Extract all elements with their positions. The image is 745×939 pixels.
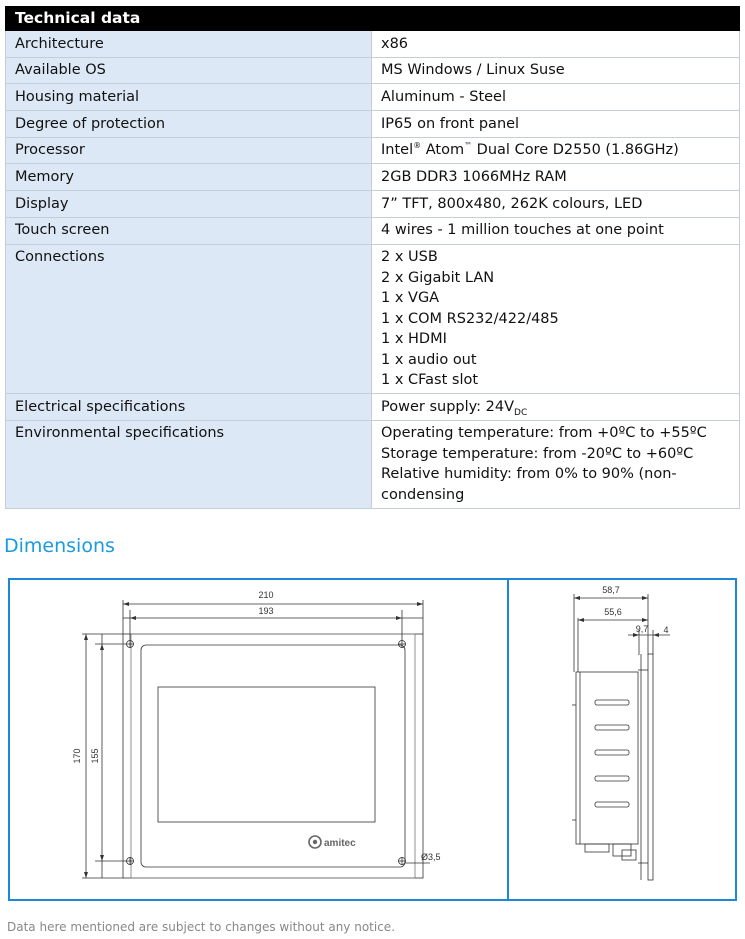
row-value: Operating temperature: from +0ºC to +55ºC Storage temperature: from -20ºC to +60ºC Relative humidity: from 0% to 90% (non- condensing <box>372 420 740 508</box>
front-frame-inner <box>131 634 415 878</box>
footnote: Data here mentioned are subject to changes without any notice. <box>7 920 396 934</box>
row-label: Electrical specifications <box>6 394 372 421</box>
row-label: Architecture <box>6 31 372 58</box>
screw-hole-tl <box>126 640 134 648</box>
row-label: Housing material <box>6 84 372 111</box>
front-frame-outer <box>123 634 423 878</box>
dim-bezel: 9,7 <box>635 624 649 634</box>
table-row <box>6 84 740 111</box>
table-title: Technical data <box>6 7 740 31</box>
row-label: Connections <box>6 244 372 394</box>
screw-hole-tr <box>398 640 406 648</box>
row-label: Degree of protection <box>6 111 372 138</box>
row-value: Power supply: $24V_{DC}$ <box>372 394 740 421</box>
table-row <box>6 191 740 218</box>
row-value: 2 x USB 2 x Gigabit LAN 1 x VGA 1 x COM RS232/422/485 1 x HDMI 1 x audio out 1 x CFast slot <box>372 244 740 394</box>
row-label: Display <box>6 191 372 218</box>
row-label: Processor <box>6 137 372 164</box>
display-area <box>158 687 375 822</box>
dimensions-title: Dimensions <box>4 535 115 557</box>
row-value: x86 <box>372 31 740 58</box>
table-row <box>6 137 740 164</box>
row-value: 2GB DDR3 1066MHz RAM <box>372 164 740 191</box>
table-row <box>6 31 740 58</box>
dimensions-divider <box>507 578 509 901</box>
side-vents <box>595 700 629 807</box>
table-row <box>6 164 740 191</box>
table-row <box>6 420 740 508</box>
technical-data-table <box>5 6 740 509</box>
dim-width-outer: 210 <box>258 590 274 600</box>
table-header-row <box>6 7 740 31</box>
screw-hole-bl <box>126 857 134 865</box>
amitec-logo <box>309 836 356 849</box>
row-value: IP65 on front panel <box>372 111 740 138</box>
row-value: Aluminum - Steel <box>372 84 740 111</box>
row-value: Intel® Atom™ Dual Core D2550 (1.86GHz) <box>372 137 740 164</box>
dim-height-outer: 170 <box>72 748 82 764</box>
front-view-drawing <box>10 580 506 899</box>
dim-front-thickness: 4 <box>663 625 669 635</box>
dim-height-inner: 155 <box>90 748 100 764</box>
table-row <box>6 217 740 244</box>
dim-width-inner: 193 <box>258 606 274 616</box>
row-value: 7” TFT, 800x480, 262K colours, LED <box>372 191 740 218</box>
row-label: Touch screen <box>6 217 372 244</box>
table-row <box>6 57 740 84</box>
row-label: Environmental specifications <box>6 420 372 508</box>
side-view-drawing <box>510 580 736 899</box>
side-front-panel <box>648 654 653 880</box>
side-body <box>576 672 638 844</box>
dim-depth-body: 55,6 <box>604 607 622 617</box>
table-row <box>6 394 740 421</box>
row-label: Memory <box>6 164 372 191</box>
table-row <box>6 244 740 394</box>
row-label: Available OS <box>6 57 372 84</box>
dim-hole-diameter: Ø3,5 <box>421 852 441 862</box>
svg-text:amitec: amitec <box>324 838 356 849</box>
dim-depth-total: 58,7 <box>602 585 620 595</box>
row-value: 4 wires - 1 million touches at one point <box>372 217 740 244</box>
row-value: MS Windows / Linux Suse <box>372 57 740 84</box>
front-glass <box>141 645 405 867</box>
table-row <box>6 111 740 138</box>
